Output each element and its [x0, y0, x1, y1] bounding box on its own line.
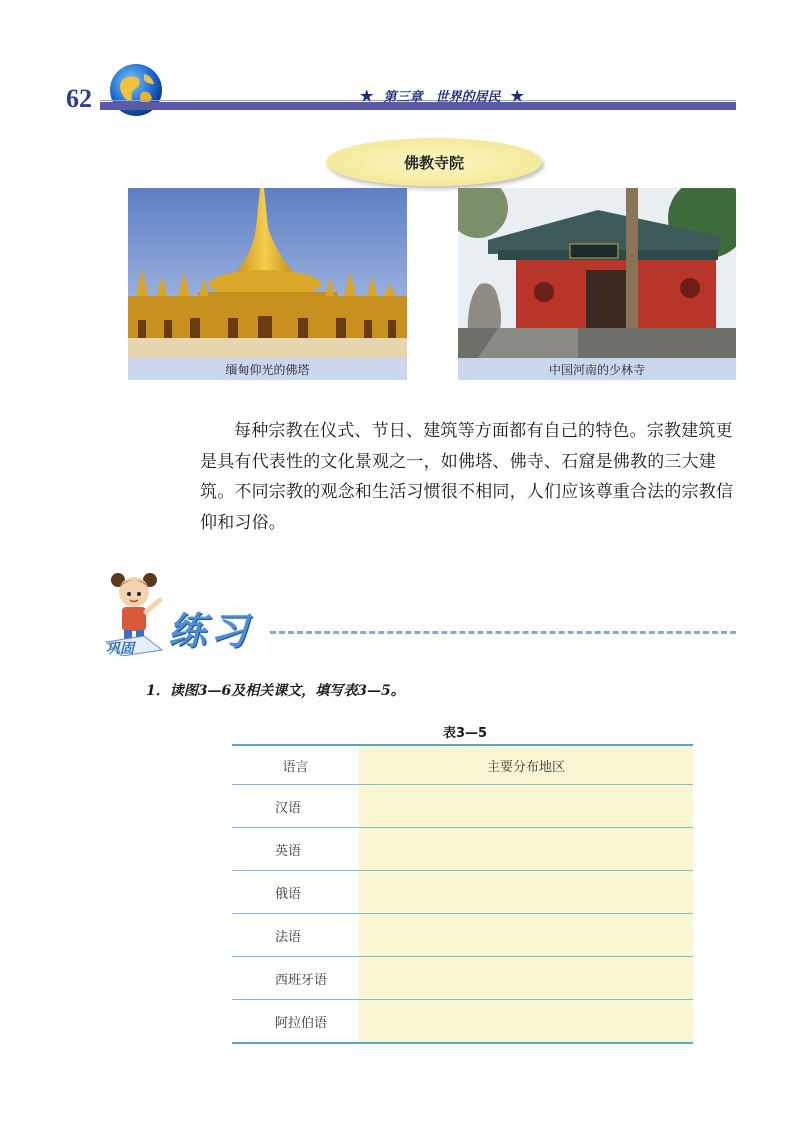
chapter-heading: [360, 86, 524, 105]
table-header-language: 语言: [282, 759, 309, 775]
photo-yangon-pagoda: [128, 188, 407, 380]
region-cell[interactable]: [359, 1000, 693, 1042]
language-cell: 汉语: [275, 800, 302, 816]
table-header-region: 主要分布地区: [359, 746, 693, 784]
photo-caption: 中国河南的少林寺: [458, 358, 736, 380]
table-header-row: [232, 746, 693, 784]
page-number: 62: [66, 84, 92, 113]
region-cell[interactable]: [359, 957, 693, 999]
body-paragraph: 每种宗教在仪式、节日、建筑等方面都有自己的特色。宗教建筑更是具有代表性的文化景观之一，如佛塔、佛寺、石窟是佛教的三大建筑。不同宗教的观念和生活习惯很不相同，人们应该尊重合法的宗教信仰和习俗。: [200, 421, 734, 533]
language-cell: 西班牙语: [275, 972, 328, 988]
temple-image: [458, 188, 736, 358]
table-row: [232, 999, 693, 1042]
table-row: [232, 870, 693, 913]
language-cell: 法语: [275, 929, 302, 945]
photo-shaolin-temple: [458, 188, 736, 380]
language-cell: 英语: [275, 843, 302, 859]
region-cell[interactable]: [359, 871, 693, 913]
table-row: [232, 784, 693, 827]
question-1: 1．读图3—6及相关课文，填写表3—5。: [146, 683, 405, 699]
exercise-small-label: 巩固: [106, 641, 134, 657]
pagoda-image: [128, 188, 407, 358]
language-table: [232, 744, 693, 1044]
region-cell[interactable]: [359, 828, 693, 870]
table-row: [232, 913, 693, 956]
section-title: 佛教寺院: [326, 138, 542, 186]
language-cell: 阿拉伯语: [275, 1015, 328, 1031]
exercise-title: 练习: [168, 608, 253, 653]
photo-caption: 缅甸仰光的佛塔: [128, 358, 407, 380]
table-row: [232, 827, 693, 870]
exercise-divider: [270, 631, 736, 634]
table-row: [232, 956, 693, 999]
table-title: 表3—5: [442, 726, 488, 741]
chapter-title: 第三章 世界的居民: [383, 90, 501, 105]
star-icon: ★: [510, 86, 524, 105]
star-icon: ★: [360, 86, 374, 105]
region-cell[interactable]: [359, 914, 693, 956]
language-cell: 俄语: [275, 886, 302, 902]
region-cell[interactable]: [359, 785, 693, 827]
